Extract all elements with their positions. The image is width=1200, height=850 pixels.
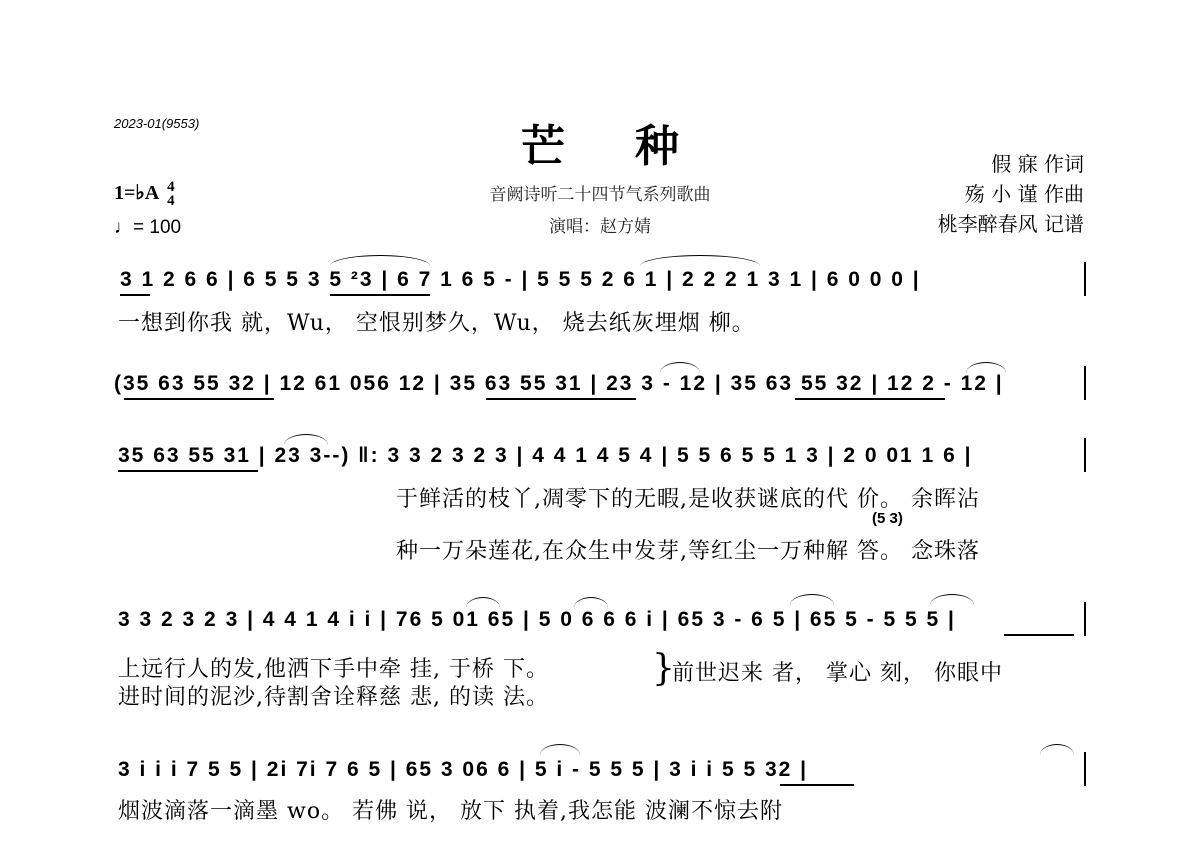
underline-mark (124, 398, 274, 400)
underline-mark (1004, 634, 1074, 636)
slur-mark (966, 362, 1006, 373)
lyrics-row-4-line-1: 上远行人的发,他洒下手中牵 挂, 于桥 下。 (118, 657, 549, 682)
underline-mark (120, 294, 150, 296)
music-row-1: 3 1 2 6 6 | 6 5 5 3 5 ²3 | 6 7 1 6 5 - | 5 5 5 2 6 1 | 2 2 2 1 3 1 | 6 0 0 0 | (120, 268, 921, 291)
slur-mark (640, 255, 760, 266)
underline-mark (780, 784, 854, 786)
underline-mark (486, 398, 636, 400)
lyrics-row-4-line-2: 进时间的泥沙,待割舍诠释慈 悲, 的读 法。 (118, 685, 549, 710)
key-signature (114, 180, 175, 208)
lyrics-row-4-side: 前世迟来 者， 掌心 刻， 你眼中 (672, 661, 1003, 686)
music-row-5: 3 i i i 7 5 5 | 2i 7i 7 6 5 | 65 3 06 6 | 5 i - 5 5 5 | 3 i i 5 5 32 | (118, 758, 809, 781)
credit-composer: 殇 小 谨 作曲 (964, 182, 1084, 206)
barline (1084, 602, 1086, 636)
credit-lyricist: 假 寐 作词 (991, 152, 1084, 176)
time-signature (167, 180, 175, 208)
underline-mark (795, 398, 945, 400)
slur-mark (1040, 744, 1074, 755)
sheet-id: 2023-01(9553) (114, 116, 200, 131)
music-row-2: (35 63 55 32 | 12 61 056 12 | 35 63 55 31 | 23 3 - 12 | 35 63 55 32 | 12 2 - 12 | (114, 372, 1004, 395)
barline (1084, 366, 1086, 400)
barline (1084, 262, 1086, 296)
barline (1084, 438, 1086, 472)
slur-mark (574, 597, 608, 608)
slur-mark (790, 594, 834, 605)
time-sig-bottom: 4 (167, 193, 175, 210)
slur-mark (930, 594, 974, 605)
slur-mark (330, 255, 430, 266)
credit-transcriber: 桃李醉春风 记谱 (937, 212, 1084, 236)
lyrics-row-3-line-2: 种一万朵莲花,在众生中发芽,等红尘一万种解 答。 念珠落 (396, 539, 980, 564)
slur-mark (466, 597, 500, 608)
underline-mark (330, 294, 430, 296)
music-row-3: 35 63 55 31 | 23 3--) ‖: 3 3 2 3 2 3 | 4 4 1 4 5 4 | 5 5 6 5 5 1 3 | 2 0 01 1 6 | (118, 444, 973, 467)
slur-mark (660, 362, 700, 373)
key-label: 1=♭A (114, 182, 159, 204)
slur-mark (540, 744, 580, 755)
slur-mark (284, 434, 328, 445)
tempo-marking: ♩= 100 (114, 217, 182, 238)
lyrics-row-1-line-1: 一想到你我 就，Wu， 空恨别梦久，Wu， 烧去纸灰埋烟 柳。 (118, 311, 755, 336)
song-title: 芒种 (521, 121, 749, 172)
subtitle: 音阙诗听二十四节气系列歌曲 (489, 185, 711, 205)
barline (1084, 752, 1086, 786)
music-row-4: 3 3 2 3 2 3 | 4 4 1 4 i i | 76 5 01 65 | 5 0 6 6 6 i | 65 3 - 6 5 | 65 5 - 5 5 5 | (118, 608, 956, 631)
lyrics-row-5-line-1: 烟波滴落一滴墨 wo。 若佛 说， 放下 执着,我怎能 波澜不惊去附 (118, 799, 784, 824)
time-sig-top: 4 (167, 179, 175, 196)
underline-mark (118, 470, 258, 472)
brace-mark: } (652, 648, 675, 689)
singer: 演唱：赵方婧 (549, 217, 651, 237)
alt-notes: (5 3) (872, 510, 903, 527)
lyrics-row-3-line-1: 于鲜活的枝丫,凋零下的无暇,是收获谜底的代 价。 余晖沾 (396, 487, 980, 512)
